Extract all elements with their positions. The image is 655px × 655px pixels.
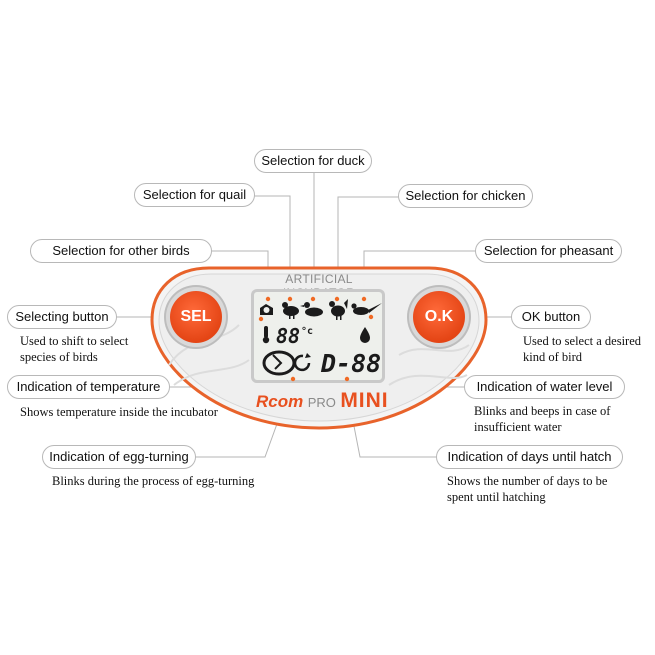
desc-water-line-2: insufficient water — [474, 420, 562, 434]
desc-selecting-line-1: Used to shift to select — [20, 334, 129, 348]
desc-selecting-line-2: species of birds — [20, 350, 98, 364]
brand-mini: MINI — [340, 389, 389, 412]
duck-icon — [300, 302, 323, 317]
water-drop-icon — [360, 327, 370, 343]
thermometer-icon — [263, 326, 269, 343]
label-quail: Selection for quail — [134, 183, 255, 207]
desc-days — [447, 473, 607, 505]
desc-ok-line-1: Used to select a desired — [523, 334, 642, 348]
desc-selecting — [20, 333, 128, 365]
lcd-temperature-value: 88 — [276, 324, 301, 348]
brand-logo — [256, 389, 389, 413]
label-pheasant: Selection for pheasant — [475, 239, 622, 263]
egg-icon — [264, 352, 294, 374]
desc-days-line-1: Shows the number of days to be — [447, 474, 608, 488]
indicator-dot-duck — [311, 297, 315, 301]
lcd-days-value: D-88 — [321, 349, 382, 378]
desc-ok-line-2: kind of bird — [523, 350, 583, 364]
other-bird-icon — [260, 304, 273, 315]
turning-icon — [295, 356, 309, 370]
ok-button[interactable]: O.K — [413, 291, 465, 343]
indicator-dot-water — [369, 315, 373, 319]
indicator-dot-other — [266, 297, 270, 301]
brand-pro: PRO — [307, 395, 336, 410]
label-other-birds: Selection for other birds — [30, 239, 212, 263]
label-chicken: Selection for chicken — [398, 184, 533, 208]
label-temperature: Indication of temperature — [7, 375, 170, 399]
indicator-dot-chicken — [335, 297, 339, 301]
indicator-dot-pheasant — [362, 297, 366, 301]
indicator-dot-temp — [259, 317, 263, 321]
pheasant-icon — [351, 303, 382, 315]
sel-button[interactable]: SEL — [170, 291, 222, 343]
chicken-icon — [329, 299, 348, 320]
quail-icon — [282, 302, 299, 319]
desc-temperature: Shows temperature inside the incubator — [20, 405, 218, 419]
lcd-temperature-unit: °c — [301, 326, 314, 337]
indicator-dot-quail — [288, 297, 292, 301]
brand-rcom: Rcom — [256, 392, 304, 411]
label-water-level: Indication of water level — [464, 375, 625, 399]
indicator-dot-egg — [291, 377, 295, 381]
desc-days-line-2: spent until hatching — [447, 490, 546, 504]
desc-water — [474, 403, 610, 435]
label-ok-button: OK button — [511, 305, 591, 329]
label-egg-turning: Indication of egg-turning — [42, 445, 196, 469]
desc-egg-turning: Blinks during the process of egg-turning — [52, 474, 255, 488]
desc-ok — [523, 333, 641, 365]
panel-title: ARTIFICIAL — [285, 272, 353, 286]
label-duck: Selection for duck — [254, 149, 372, 173]
desc-water-line-1: Blinks and beeps in case of — [474, 404, 611, 418]
label-days-until-hatch: Indication of days until hatch — [436, 445, 623, 469]
label-selecting-button: Selecting button — [7, 305, 117, 329]
